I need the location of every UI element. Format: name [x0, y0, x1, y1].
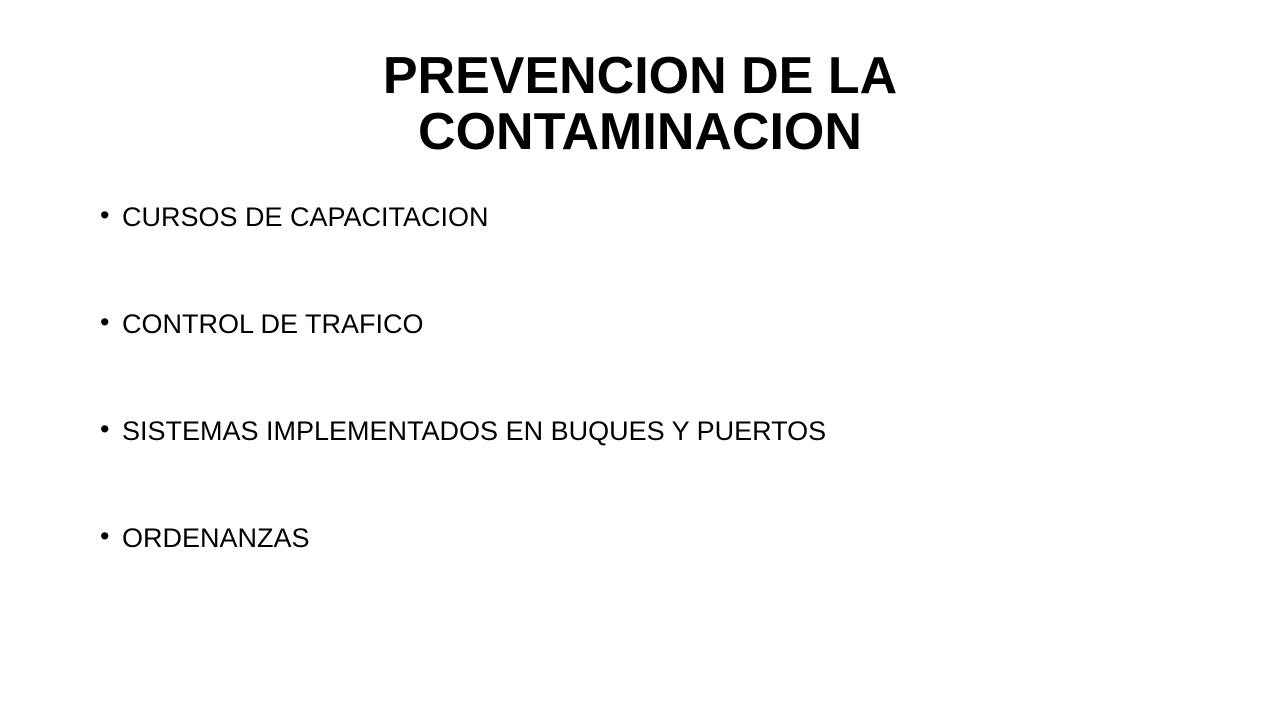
- bullet-text: SISTEMAS IMPLEMENTADOS EN BUQUES Y PUERTOS: [122, 416, 827, 446]
- bullet-text: CURSOS DE CAPACITACION: [122, 202, 489, 232]
- bullet-dot-icon: •: [100, 200, 110, 230]
- slide-title: [140, 48, 1140, 160]
- bullet-item: [98, 511, 826, 565]
- bullet-text: ORDENANZAS: [122, 523, 310, 553]
- slide-title-line-2: CONTAMINACION: [418, 103, 862, 161]
- bullet-dot-icon: •: [100, 521, 110, 551]
- bullet-text: CONTROL DE TRAFICO: [122, 309, 424, 339]
- bullet-item: [98, 190, 826, 244]
- bullet-item: [98, 297, 826, 351]
- bullet-item: [98, 404, 826, 458]
- bullet-dot-icon: •: [100, 307, 110, 337]
- slide-title-line-1: PREVENCION DE LA: [382, 47, 898, 105]
- bullet-list: [98, 190, 826, 618]
- bullet-dot-icon: •: [100, 414, 110, 444]
